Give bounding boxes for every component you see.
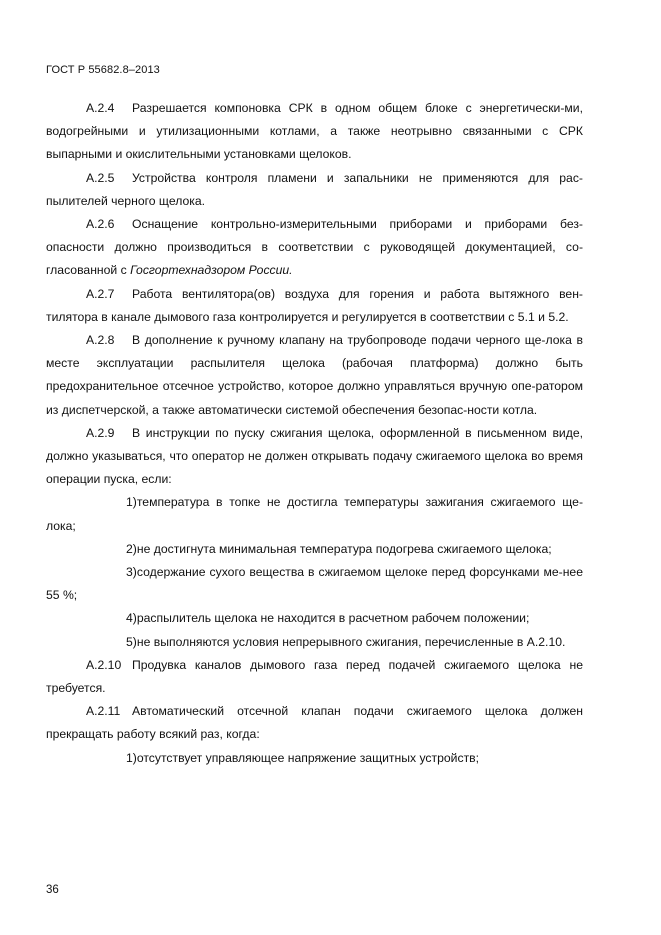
- paragraph-a-2-4: [46, 97, 583, 167]
- clause-text: В инструкции по пуску сжигания щелока, оформленной в письменном виде, должно указываться, что оператор не должен открывать подачу сжигаемого щелока во время операции пуска, если:: [46, 425, 583, 487]
- list-item-text: содержание сухого вещества в сжигаемом щелоке перед форсунками ме-нее 55 %;: [46, 565, 583, 603]
- page-number: 36: [46, 884, 59, 896]
- clause-text: Разрешается компоновка СРК в одном общем блоке с энергетически-ми, водогрейными и утилизационными котлами, а также неотрывно связанными с СРК выпарными и окислительными установками щелоков.: [46, 101, 583, 162]
- clause-text: Устройства контроля пламени и запальники не применяются для рас-пылителей черного щелока.: [46, 170, 583, 208]
- list-item: [46, 491, 583, 537]
- clause-number: А.2.8: [86, 333, 115, 348]
- list-item-text: отсутствует управляющее напряжение защитных устройств;: [136, 750, 480, 765]
- paragraph-a-2-8: [46, 329, 583, 422]
- clause-number: А.2.10: [86, 657, 122, 672]
- list-item-number: 2): [126, 541, 137, 556]
- clause-number: А.2.4: [86, 101, 115, 115]
- clause-number: А.2.9: [86, 425, 115, 440]
- paragraph-a-2-5: [46, 167, 583, 213]
- clause-text: В дополнение к ручному клапану на трубопроводе подачи черного ще-лока в месте эксплуатации распылителя щелока (рабочая платформа) должно быть предохранительное отсечное устройство, которое должно управляться вручную опе-ратором из диспетчерской, а также автоматически системой обеспечения безопас-ности котла.: [46, 333, 583, 417]
- list-item-text: температура в топке не достигла температуры зажигания сжигаемого ще-лока;: [46, 495, 583, 533]
- clause-number: А.2.7: [86, 286, 115, 301]
- clause-text: Оснащение контрольно-измерительными приборами и приборами без-опасности должно производиться в соответствии с руководящей документацией, со-гласованной с: [46, 217, 583, 278]
- list-item-number: 1): [126, 750, 137, 765]
- clause-number: А.2.5: [86, 170, 115, 185]
- paragraph-a-2-11: [46, 700, 583, 746]
- paragraph-a-2-7: [46, 283, 583, 329]
- list-item-number: 1): [126, 495, 137, 510]
- list-item-number: 3): [126, 565, 137, 580]
- list-item: [46, 747, 583, 770]
- clause-number: А.2.6: [86, 217, 115, 232]
- list-item-number: 4): [126, 611, 137, 626]
- list-item-text: не выполняются условия непрерывного сжигания, перечисленные в А.2.10.: [136, 634, 566, 649]
- list-item: [46, 607, 583, 630]
- list-item: [46, 561, 583, 607]
- clause-text: Автоматический отсечной клапан подачи сжигаемого щелока должен прекращать работу всякий раз, когда:: [46, 704, 583, 742]
- list-item-text: распылитель щелока не находится в расчетном рабочем положении;: [136, 611, 530, 626]
- clause-emphasis: Госгортехнадзором России.: [130, 263, 293, 278]
- list-item: [46, 538, 583, 561]
- paragraph-a-2-10: [46, 654, 583, 700]
- paragraph-a-2-6: [46, 213, 583, 283]
- paragraph-a-2-9: [46, 422, 583, 492]
- document-body: [46, 97, 583, 770]
- list-item-number: 5): [126, 634, 137, 649]
- clause-text: Продувка каналов дымового газа перед подачей сжигаемого щелока не требуется.: [46, 657, 583, 696]
- clause-text: Работа вентилятора(ов) воздуха для горения и работа вытяжного вен-тилятора в канале дымового газа контролируется и регулируется в соответствии с 5.1 и 5.2.: [46, 286, 583, 324]
- standard-header: ГОСТ Р 55682.8–2013: [46, 64, 160, 76]
- clause-number: А.2.11: [86, 704, 121, 719]
- list-item-text: не достигнута минимальная температура подогрева сжигаемого щелока;: [136, 541, 552, 556]
- list-item: [46, 631, 583, 654]
